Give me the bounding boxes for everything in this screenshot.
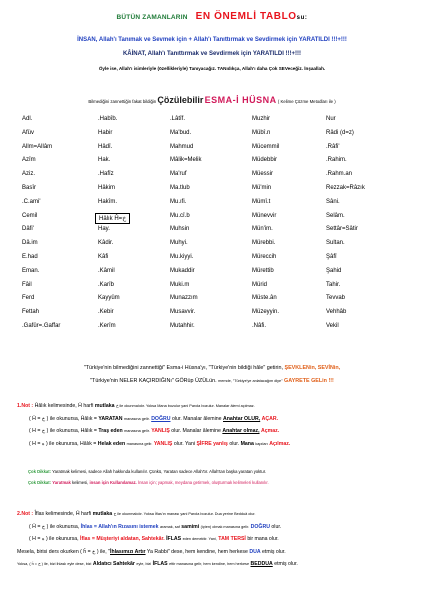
name-cell: Fettah — [22, 309, 40, 316]
name-cell: Azîm — [22, 157, 36, 164]
table-row — [22, 282, 402, 296]
name-cell-boxed: Hâlık Ĥ=خ — [95, 213, 130, 224]
invitation-text-2a: "Türkiye'nin NELER KAÇIRDIĞINı" GÖRüp ÜZÜLün. — [90, 377, 217, 384]
note-1-r3d: YANLIŞ — [151, 428, 170, 435]
note-1-r2c: manasına gelir. — [123, 416, 150, 421]
name-cell: Hay. — [98, 226, 110, 233]
intro-esma: ESMA-İ HÜSNA — [204, 95, 277, 105]
name-cell: Settâr=Sâtir — [326, 226, 358, 233]
name-cell: Vehhâb — [326, 309, 347, 316]
note-2-r3b: İflas = Müşteriyi aldatan, Sahtekâr. — [80, 536, 165, 543]
name-cell: Müzeyyin. — [252, 309, 280, 316]
note-2-r5f: BEDDUA — [250, 561, 273, 568]
note-2-r2f: DOĞRU — [250, 523, 270, 530]
table-row — [22, 268, 402, 282]
note-2-r5c: eyle, bizi — [136, 562, 152, 567]
name-cell: Aziz. — [22, 171, 36, 178]
note-1-label: 1.Not : — [17, 403, 34, 409]
name-cell: Mürid — [252, 281, 268, 288]
note-1-r2b: YARATAN — [98, 415, 123, 422]
name-cell: .C.ami' — [22, 198, 41, 205]
note-2-r5d: İFLAS — [152, 561, 168, 568]
name-cell: Mutahhir. — [170, 322, 195, 329]
invitation-line-1 — [0, 362, 424, 375]
note-1 — [17, 400, 412, 450]
caution-line-1 — [28, 467, 408, 478]
page-title — [0, 11, 424, 22]
conclusion-text: Öyle ise, Allah'ı isimleriyle (özellikleriyle) Tanıyacağız. TANıdıkça, Allah'ı daha Çok SEVeceğiz. İnşaallah. — [98, 66, 326, 71]
table-row — [22, 130, 402, 144]
name-cell: .Gafûr=.Gaffar — [22, 322, 61, 329]
note-2-r5e: ettir manasına gelir, hem kendine, hem herkese — [169, 562, 250, 567]
caution-label-2: Çok Dikkat: — [28, 479, 52, 485]
name-cell: Şâfî — [326, 253, 337, 260]
name-cell: Mübî.n — [252, 129, 271, 136]
name-cell: .Hafîz — [98, 171, 114, 178]
name-cell: Tahir. — [326, 281, 341, 288]
note-2-r5b: Aldatıcı Sahtekâr — [92, 561, 135, 568]
note-1-r2f: Anahtar OLUR, — [223, 415, 261, 422]
name-cell: Kâfi — [98, 253, 109, 260]
note-1-line-1 — [17, 400, 412, 413]
name-cell: Mu.cî.b — [170, 212, 190, 219]
name-cell: Mu.ıfi. — [170, 198, 187, 205]
name-cell: Allm=Allâm — [22, 143, 53, 150]
name-cell: Hakîm. — [98, 198, 118, 205]
name-cell: Ma.tlub — [170, 184, 190, 191]
title-prefix: BÜTÜN ZAMANLARIN — [116, 14, 188, 21]
note-1-r3a: ( H = ح ) ile okunursa, Hâlık = — [29, 428, 97, 435]
note-1-r4f: ŞİFRE yanlış — [196, 440, 228, 447]
caution-line-2 — [28, 478, 408, 489]
note-2-line-5 — [17, 558, 412, 571]
name-cell: Adl. — [22, 116, 33, 122]
table-row — [22, 226, 402, 240]
note-1-line-3 — [17, 425, 412, 438]
human-purpose-line — [0, 37, 424, 43]
table-row — [22, 199, 402, 213]
name-cell: Tevvab — [326, 295, 346, 302]
table-row — [22, 309, 402, 323]
note-2-text-2: ح ile okunmalıdır. Yoksa İflas'ın manası yani Parola bozulur. Dua yerine Bedduâ olur. — [113, 512, 256, 516]
name-cell: Rezzak=Râzık — [326, 184, 365, 191]
note-1-r4a: ( H = ه ) ile okunursa, Hâlık = — [29, 440, 97, 447]
name-cell: .Râfi' — [326, 143, 340, 150]
note-1-r4c: manasına gelir. — [126, 441, 153, 446]
note-1-r3g: Açmaz. — [261, 428, 280, 435]
name-cell: Mukaddir — [170, 267, 195, 274]
note-1-bold: mutlaka — [94, 403, 115, 409]
name-cell: Vekil — [326, 322, 339, 329]
table-row — [22, 295, 402, 309]
note-1-r4h: Mana — [240, 440, 254, 447]
invitation-text-2c: GAYRETE GELin !!! — [284, 377, 334, 384]
note-2-r2b: İhlas = Allah'ın Rızasını istemek — [80, 523, 159, 530]
conclusion-line — [0, 66, 424, 71]
name-cell: Mahmud — [170, 143, 194, 150]
invitation-text-2b: memde, "Türkiye'ye anlatacağım diye" — [218, 378, 283, 383]
name-cell: Eman. — [22, 267, 40, 274]
note-2-bold: mutlaka — [92, 511, 113, 517]
name-cell: Muhsin — [170, 226, 190, 233]
name-cell: Ferd — [22, 295, 35, 302]
note-1-text-1: Ĥâlık kelimesinde, Ĥ harfi — [34, 403, 94, 409]
name-cell: Müste.ân — [252, 295, 277, 302]
name-cell: Hak. — [98, 157, 111, 164]
name-cell: Hâdî. — [98, 143, 113, 150]
note-1-r4b: Helak eden — [97, 440, 126, 447]
name-cell: .Karîb — [98, 281, 115, 288]
caution-text-1: Yaratmak kelimesi, sadece Allah hakkında kullanılır. Çünkü, Yaratan sadece Allah'tır. Allah'tan başka yaratan yoktur. — [52, 469, 267, 474]
name-cell: Ma'ruf — [170, 171, 187, 178]
note-2-r5a: Yoksa, ( ĥ = ح ) ile, bizi ihlaslı eyle dese, bizi — [17, 562, 92, 567]
note-1-r3c: manasına gelir. — [124, 429, 150, 434]
note-1-r2d: DOĞRU — [151, 415, 171, 422]
name-cell: Mün'im. — [252, 226, 273, 233]
note-2-line-3 — [17, 533, 412, 546]
table-row — [22, 240, 402, 254]
note-2-r4a: Mesela, birisi ders okurken ( ĥ = خ ) ile, " — [17, 548, 110, 555]
name-cell: .Habîb. — [98, 116, 118, 122]
intro-lead: Bilmediğini zannettiğin fakat bildiğin — [88, 99, 157, 104]
invitation-block — [0, 362, 424, 387]
name-cell: Mu.kiyyi. — [170, 253, 194, 260]
name-cell: .Kerîm — [98, 322, 116, 329]
name-cell: Nur — [326, 116, 336, 122]
name-cell: Selâm. — [326, 212, 345, 219]
name-cell: Muki.m — [170, 281, 190, 288]
note-1-line-4 — [17, 438, 412, 451]
name-cell: Mürettib — [252, 267, 274, 274]
note-2-r5g: etmiş olur. — [274, 561, 298, 568]
note-2-r3d: eden demektir. Yani, — [182, 537, 217, 542]
title-main: EN ÖNEMLİ TABLO — [195, 11, 297, 22]
note-1-r4i: kapıları — [255, 441, 268, 446]
table-row — [22, 185, 402, 199]
name-cell: Müessir — [252, 171, 274, 178]
note-2-r2c: aramak, saf — [160, 524, 180, 529]
note-1-r4j: Açılmaz. — [269, 440, 291, 447]
universe-purpose-line — [0, 51, 424, 57]
note-2-line-4 — [17, 546, 412, 559]
table-row — [22, 213, 402, 227]
note-2-r3f: bir mana olur. — [247, 536, 279, 543]
table-row — [22, 144, 402, 158]
note-2 — [17, 508, 412, 571]
name-cell: Mü'min — [252, 184, 272, 191]
note-1-r3e: olur. Manalar âlemine — [171, 428, 221, 435]
name-cell: Dâfi' — [22, 226, 34, 233]
note-2-r4c: Ya Rabbi" dese, hem kendine, hem herkese — [146, 548, 248, 555]
universe-purpose-text: KÂİNAT, Allah'ı Tanıttırmak ve Sevdirmek için YARATILDI !!!+!!! — [122, 51, 302, 57]
names-table — [22, 116, 402, 337]
name-cell: Munazzım — [170, 295, 198, 302]
table-row — [22, 171, 402, 185]
caution-text-2b: kelimesi, — [72, 479, 89, 485]
name-cell: Mücemmil — [252, 143, 280, 150]
name-cell: Mâlik=Melik — [170, 157, 202, 164]
name-cell: Muhyi. — [170, 240, 188, 247]
note-2-r2a: ( Ĥ = ح ) ile okunursa, — [29, 523, 80, 530]
name-cell: Afüv — [22, 129, 35, 136]
note-2-r3c: İFLAS — [166, 536, 182, 543]
note-2-r3e: TAM TERSİ — [218, 536, 246, 543]
note-1-r4e: olur. Yani — [173, 440, 195, 447]
note-2-line-2 — [17, 521, 412, 534]
name-cell: Mümî.t — [252, 198, 271, 205]
note-1-r4g: olur. — [229, 440, 240, 447]
name-cell: Şahid — [326, 267, 342, 274]
name-cell: Muzhir — [252, 116, 271, 122]
name-cell: .Nâfi. — [252, 322, 267, 329]
note-1-r2e: olur. Manalar âlemine — [171, 415, 222, 422]
note-2-line-1 — [17, 508, 412, 521]
name-cell: Râdi (d=z) — [326, 129, 354, 136]
name-cell: Dâ.im — [22, 240, 38, 247]
note-2-text-1: İ̂flas kelimesinde, Ĥ harfi — [34, 511, 92, 517]
name-cell: Habir — [98, 129, 113, 136]
name-cell: Kâdir. — [98, 240, 114, 247]
name-cell: Cemil — [22, 212, 38, 219]
intro-line — [0, 95, 424, 105]
note-1-r2g: AÇAR. — [261, 415, 279, 422]
note-2-r3a: ( H = ه ) ile okunursa, — [29, 536, 79, 543]
name-cell: .Rahim. — [326, 157, 347, 164]
name-cell: Basîr — [22, 184, 37, 191]
note-1-r2a: ( Ĥ = خ ) ile okunursa, Ĥâlık = — [29, 415, 97, 422]
name-cell: Musavvir. — [170, 309, 196, 316]
table-row — [22, 323, 402, 337]
note-1-r3b: Traş eden — [98, 428, 123, 435]
name-cell: Mürebbi. — [252, 240, 276, 247]
name-cell: .Rahm.an — [326, 171, 353, 178]
invitation-text-1b: ŞEVKLENin, SEVİNin, — [284, 365, 341, 371]
note-1-r4d: YANLIŞ — [153, 440, 173, 447]
note-1-text-2: خ ile okunmalıdır. Yoksa Mana bozulur yani Parola bozulur. Manalar âlemi açılmaz. — [115, 404, 255, 408]
name-cell: .Kâmil — [98, 267, 115, 274]
table-row — [22, 254, 402, 268]
intro-note: ( Kelime Çözme Metodları ile ) — [277, 99, 336, 104]
caution-text-2d: İnsan için; yapmak, meydana getirmek, oluşturmak kelimeleri kullanılır. — [137, 479, 269, 485]
note-2-r4b: İhlasımızı Artır — [110, 548, 146, 555]
name-cell: Sultan. — [326, 240, 345, 247]
note-1-r3f: Anahtar olmaz, — [222, 428, 260, 435]
note-1-line-2 — [17, 413, 412, 426]
invitation-text-1a: "Türkiye'nin bilmediğini zannettiği" Esma-i Hüsna'yı, "Türkiye'nin bildiği hâle" getirin, — [83, 365, 283, 371]
human-purpose-text: İNSAN, Allah'ı Tanımak ve Sevmek için + Allah'ı Tanıttırmak ve Sevdirmek için YARATILDI !!!+!!! — [77, 37, 347, 43]
caution-label-1: Çok Dikkat: — [28, 469, 52, 474]
name-cell: Müreccih — [252, 253, 277, 260]
note-2-r2g: olur. — [271, 523, 282, 530]
note-2-r4d: DUA — [249, 548, 261, 555]
name-cell: Müdebbir — [252, 157, 278, 164]
note-2-label: 2.Not : — [17, 511, 34, 517]
name-cell: Sâni. — [326, 198, 340, 205]
name-cell: Kayyûm — [98, 295, 120, 302]
note-2-r4e: etmiş olur. — [262, 548, 286, 555]
caution-block — [28, 467, 408, 488]
table-row — [22, 157, 402, 171]
name-cell: E.had — [22, 253, 38, 260]
table-row — [22, 116, 402, 130]
note-2-r2e: (içten) olmak manasına gelir. — [200, 524, 250, 529]
name-cell: .Lâtîf. — [170, 116, 186, 122]
name-cell: Hâkim — [98, 184, 116, 191]
name-cell: Ma'bud. — [170, 129, 192, 136]
title-suffix: su: — [296, 15, 308, 21]
intro-big: Çözülebilir — [157, 95, 204, 105]
name-cell: .Kebir — [98, 309, 114, 316]
note-2-r2d: samimi — [181, 523, 200, 530]
caution-text-2a: Yaratmak — [52, 479, 71, 485]
name-cell: Münevvir — [252, 212, 277, 219]
invitation-line-2 — [0, 375, 424, 388]
name-cell: Fâil — [22, 281, 32, 288]
caution-text-2c: insan için Kullanılamaz. — [89, 479, 137, 485]
